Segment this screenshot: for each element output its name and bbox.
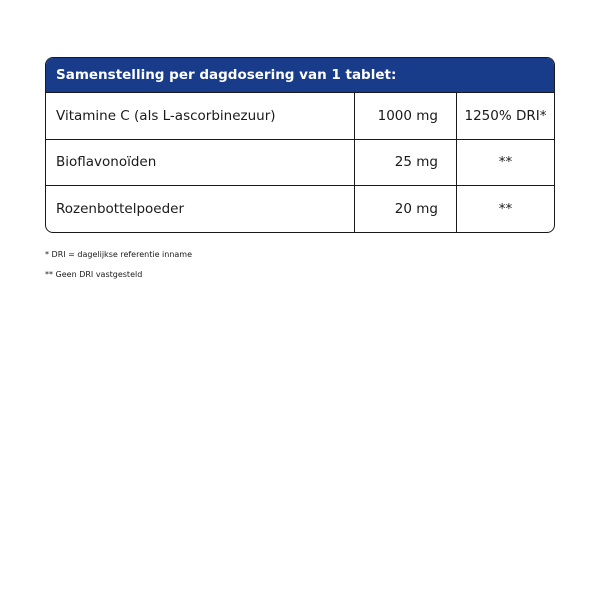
table-row — [46, 186, 554, 233]
ingredient-name: Vitamine C (als L-ascorbinezuur) — [46, 93, 355, 139]
table-header: Samenstelling per dagdosering van 1 tablet: — [46, 58, 554, 93]
ingredient-dri: ** — [498, 154, 513, 171]
ingredient-name: Bioflavonoïden — [46, 140, 355, 186]
footnote-dri-definition: * DRI = dagelijkse referentie inname — [45, 250, 193, 259]
ingredient-amount: 1000 mg — [355, 93, 457, 139]
table-row — [46, 140, 554, 187]
footnote-no-dri: ** Geen DRI vastgesteld — [45, 270, 143, 279]
ingredient-dri: 1250% DRI* — [464, 107, 547, 124]
ingredient-amount: 20 mg — [355, 186, 457, 233]
ingredient-dri: ** — [498, 201, 513, 218]
composition-table — [45, 57, 555, 233]
ingredient-name: Rozenbottelpoeder — [46, 186, 355, 233]
ingredient-amount: 25 mg — [355, 140, 457, 186]
table-row — [46, 93, 554, 140]
